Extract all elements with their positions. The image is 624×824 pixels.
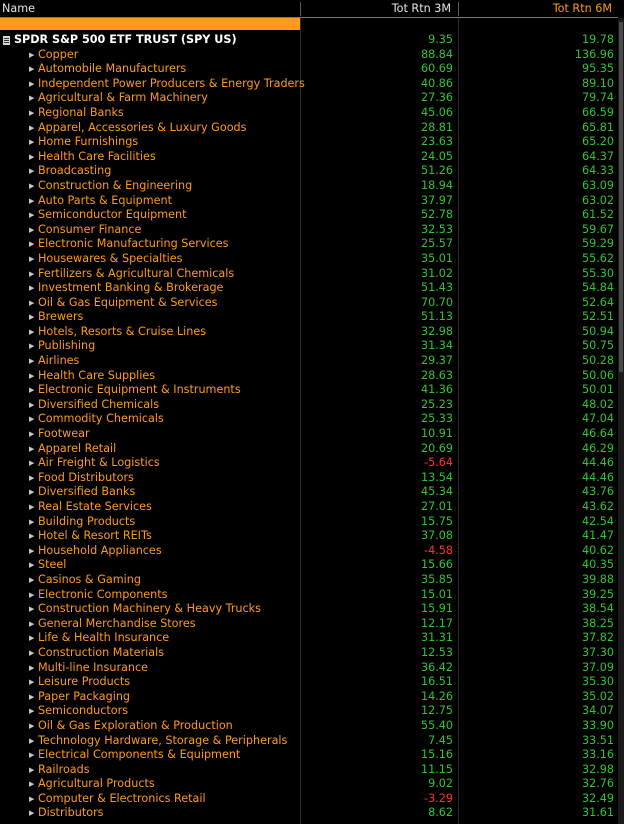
expand-arrow-icon[interactable]: ▶ xyxy=(29,605,35,614)
row-name: Semiconductors xyxy=(38,704,129,718)
row-value-6m: 46.64 xyxy=(581,427,614,441)
row-value-3m: 7.45 xyxy=(428,733,453,747)
expand-arrow-icon[interactable]: ▶ xyxy=(29,678,35,687)
row-value-6m: 65.20 xyxy=(581,135,614,149)
data-grid xyxy=(0,33,618,821)
row-value-6m: 43.76 xyxy=(581,485,614,499)
row-value-6m: 32.49 xyxy=(581,791,614,805)
table-row[interactable] xyxy=(0,515,618,530)
row-value-6m: 34.07 xyxy=(581,704,614,718)
row-value-3m: 88.84 xyxy=(420,47,453,61)
table-row[interactable] xyxy=(0,763,618,778)
row-name: Health Care Supplies xyxy=(38,368,156,382)
expand-arrow-icon[interactable]: ▶ xyxy=(29,721,35,730)
table-row[interactable] xyxy=(0,164,618,179)
column-header-tot-rtn-3m[interactable]: Tot Rtn 3M xyxy=(391,2,451,15)
expand-arrow-icon[interactable]: ▶ xyxy=(29,619,35,628)
row-name: Apparel, Accessories & Luxury Goods xyxy=(38,120,247,134)
row-value-6m: 40.35 xyxy=(581,558,614,572)
row-value-6m: 38.25 xyxy=(581,616,614,630)
row-value-3m: 37.08 xyxy=(420,529,453,543)
table-row[interactable] xyxy=(0,704,618,719)
row-name: Commodity Chemicals xyxy=(38,412,164,426)
row-name: Technology Hardware, Storage & Peripherals xyxy=(38,733,288,747)
row-name: Automobile Manufacturers xyxy=(38,62,187,76)
expand-arrow-icon[interactable]: ▶ xyxy=(29,809,35,818)
row-value-6m: 59.67 xyxy=(581,222,614,236)
expand-arrow-icon[interactable]: ▶ xyxy=(29,254,35,263)
row-value-6m: 47.04 xyxy=(581,412,614,426)
column-header-tot-rtn-6m[interactable]: Tot Rtn 6M xyxy=(552,2,612,15)
row-name: Broadcasting xyxy=(38,164,112,178)
row-name: Steel xyxy=(38,558,67,572)
row-value-3m: 10.91 xyxy=(420,427,453,441)
row-value-6m: 59.29 xyxy=(581,237,614,251)
row-name: Electronic Equipment & Instruments xyxy=(38,383,241,397)
expand-arrow-icon[interactable]: ▶ xyxy=(29,546,35,555)
row-value-6m: 52.51 xyxy=(581,310,614,324)
row-value-6m: 38.54 xyxy=(581,602,614,616)
row-name: Building Products xyxy=(38,514,136,528)
column-header-name[interactable]: Name xyxy=(2,2,36,15)
row-value-6m: 54.84 xyxy=(581,281,614,295)
expand-arrow-icon[interactable]: ▶ xyxy=(29,561,35,570)
table-row[interactable] xyxy=(0,777,618,792)
row-value-3m: 28.63 xyxy=(420,368,453,382)
expand-arrow-icon[interactable]: ▶ xyxy=(29,108,35,117)
row-value-6m: 35.02 xyxy=(581,689,614,703)
row-name: Consumer Finance xyxy=(38,222,142,236)
scrollbar[interactable] xyxy=(618,18,624,824)
row-value-6m: 37.09 xyxy=(581,660,614,674)
row-name: Casinos & Gaming xyxy=(38,572,141,586)
expand-arrow-icon[interactable]: ▶ xyxy=(29,50,35,59)
row-value-6m: 37.82 xyxy=(581,631,614,645)
table-row[interactable] xyxy=(0,573,618,588)
row-name: Brewers xyxy=(38,310,84,324)
expand-arrow-icon[interactable]: ▶ xyxy=(29,532,35,541)
expand-arrow-icon[interactable]: ▶ xyxy=(29,371,35,380)
row-name: Diversified Banks xyxy=(38,485,136,499)
row-value-6m: 66.59 xyxy=(581,105,614,119)
expand-arrow-icon[interactable]: ▶ xyxy=(29,648,35,657)
row-value-6m: 64.33 xyxy=(581,164,614,178)
row-value-3m: 12.17 xyxy=(420,616,453,630)
table-row[interactable] xyxy=(0,223,618,238)
row-value-6m: 32.98 xyxy=(581,762,614,776)
row-name: Real Estate Services xyxy=(38,500,152,513)
row-value-3m: 8.62 xyxy=(428,806,453,820)
expand-arrow-icon[interactable]: ▶ xyxy=(29,459,35,468)
row-name: Multi-line Insurance xyxy=(38,660,149,674)
row-value-6m: 52.64 xyxy=(581,295,614,309)
row-value-3m: 24.05 xyxy=(420,149,453,163)
row-value-6m: 31.61 xyxy=(581,806,614,820)
row-name: Construction Machinery & Heavy Trucks xyxy=(38,602,261,616)
row-value-3m: 9.35 xyxy=(428,33,453,46)
table-row[interactable] xyxy=(0,442,618,457)
row-value-6m: 43.62 xyxy=(581,500,614,513)
row-value-6m: 95.35 xyxy=(581,62,614,76)
document-icon[interactable] xyxy=(3,36,10,45)
expand-arrow-icon[interactable]: ▶ xyxy=(29,488,35,497)
row-name: Agricultural & Farm Machinery xyxy=(38,91,208,105)
row-value-3m: 13.54 xyxy=(420,470,453,484)
table-row[interactable] xyxy=(0,588,618,603)
expand-arrow-icon[interactable]: ▶ xyxy=(29,503,35,511)
table-row[interactable] xyxy=(0,252,618,267)
expand-arrow-icon[interactable]: ▶ xyxy=(29,65,35,74)
expand-arrow-icon[interactable]: ▶ xyxy=(29,181,35,190)
row-name: Home Furnishings xyxy=(38,135,139,149)
expand-arrow-icon[interactable]: ▶ xyxy=(29,94,35,103)
row-name: Railroads xyxy=(38,762,90,776)
row-name: Diversified Chemicals xyxy=(38,397,160,411)
table-row[interactable] xyxy=(0,121,618,136)
table-row[interactable] xyxy=(0,267,618,282)
expand-arrow-icon[interactable]: ▶ xyxy=(29,692,35,701)
expand-arrow-icon[interactable]: ▶ xyxy=(29,400,35,409)
expand-arrow-icon[interactable]: ▶ xyxy=(29,663,35,672)
expand-arrow-icon[interactable]: ▶ xyxy=(29,79,35,88)
table-row[interactable] xyxy=(0,208,618,223)
expand-arrow-icon[interactable]: ▶ xyxy=(29,313,35,322)
row-value-3m: 14.26 xyxy=(420,689,453,703)
row-value-3m: 51.43 xyxy=(420,281,453,295)
row-value-3m: 15.01 xyxy=(420,587,453,601)
row-value-6m: 44.46 xyxy=(581,456,614,470)
row-value-3m: 70.70 xyxy=(420,295,453,309)
table-row[interactable] xyxy=(0,339,618,354)
row-value-3m: 23.63 xyxy=(420,135,453,149)
table-row[interactable] xyxy=(0,529,618,544)
row-name: Paper Packaging xyxy=(38,689,131,703)
table-row[interactable] xyxy=(0,806,618,821)
row-value-3m: 31.34 xyxy=(420,339,453,353)
row-value-3m: 12.53 xyxy=(420,645,453,659)
row-value-3m: 36.42 xyxy=(420,660,453,674)
table-row[interactable] xyxy=(0,734,618,749)
row-name: Food Distributors xyxy=(38,470,134,484)
row-value-3m: 25.33 xyxy=(420,412,453,426)
row-name: Construction Materials xyxy=(38,645,165,659)
row-value-3m: 29.37 xyxy=(420,354,453,368)
table-row[interactable] xyxy=(0,237,618,252)
expand-arrow-icon[interactable]: ▶ xyxy=(29,634,35,643)
table-row[interactable] xyxy=(0,398,618,413)
expand-arrow-icon[interactable]: ▶ xyxy=(29,298,35,307)
table-row[interactable] xyxy=(0,471,618,486)
table-row[interactable] xyxy=(0,485,618,500)
table-row[interactable] xyxy=(0,719,618,734)
table-row[interactable] xyxy=(0,558,618,573)
row-value-3m: 31.31 xyxy=(420,631,453,645)
row-value-3m: -4.58 xyxy=(424,543,453,557)
row-name: Regional Banks xyxy=(38,105,124,119)
table-row[interactable] xyxy=(0,77,618,92)
table-row[interactable] xyxy=(0,91,618,106)
expand-arrow-icon[interactable]: ▶ xyxy=(29,444,35,453)
expand-arrow-icon[interactable]: ▶ xyxy=(29,240,35,249)
row-value-3m: 37.97 xyxy=(420,193,453,207)
table-row[interactable] xyxy=(0,690,618,705)
table-row[interactable] xyxy=(0,194,618,209)
table-row[interactable] xyxy=(0,179,618,194)
row-value-3m: 16.51 xyxy=(420,675,453,689)
table-row[interactable] xyxy=(0,792,618,807)
row-name: Air Freight & Logistics xyxy=(38,456,160,470)
row-name: Electronic Components xyxy=(38,587,168,601)
row-name: Copper xyxy=(38,47,79,61)
row-value-6m: 44.46 xyxy=(581,470,614,484)
expand-arrow-icon[interactable]: ▶ xyxy=(29,575,35,584)
row-value-3m: 12.75 xyxy=(420,704,453,718)
row-value-6m: 50.01 xyxy=(581,383,614,397)
row-value-3m: 35.85 xyxy=(420,572,453,586)
row-value-3m: 51.13 xyxy=(420,310,453,324)
expand-arrow-icon[interactable]: ▶ xyxy=(29,284,35,293)
row-name: Household Appliances xyxy=(38,543,162,557)
table-header xyxy=(0,0,624,18)
row-value-3m: 40.86 xyxy=(420,76,453,90)
table-row-top[interactable] xyxy=(0,33,618,48)
expand-arrow-icon[interactable]: ▶ xyxy=(29,430,35,439)
row-value-6m: 64.37 xyxy=(581,149,614,163)
expand-arrow-icon[interactable]: ▶ xyxy=(29,211,35,220)
row-value-3m: 32.98 xyxy=(420,324,453,338)
row-value-3m: 27.01 xyxy=(420,500,453,513)
row-value-3m: 60.69 xyxy=(420,62,453,76)
table-row[interactable] xyxy=(0,62,618,77)
expand-arrow-icon[interactable]: ▶ xyxy=(29,269,35,278)
row-value-3m: 15.91 xyxy=(420,602,453,616)
expand-arrow-icon[interactable]: ▶ xyxy=(29,794,35,803)
table-row[interactable] xyxy=(0,296,618,311)
row-name: General Merchandise Stores xyxy=(38,616,196,630)
row-name: Construction & Engineering xyxy=(38,178,193,192)
row-value-3m: 11.15 xyxy=(420,762,453,776)
expand-arrow-icon[interactable]: ▶ xyxy=(29,225,35,234)
row-value-3m: 31.02 xyxy=(420,266,453,280)
row-value-3m: 15.75 xyxy=(420,514,453,528)
row-value-3m: 28.81 xyxy=(420,120,453,134)
expand-arrow-icon[interactable]: ▶ xyxy=(29,357,35,366)
expand-arrow-icon[interactable]: ▶ xyxy=(29,152,35,161)
expand-arrow-icon[interactable]: ▶ xyxy=(29,342,35,351)
expand-arrow-icon[interactable]: ▶ xyxy=(29,765,35,774)
row-name: Independent Power Producers & Energy Traders xyxy=(38,76,305,90)
row-value-6m: 50.75 xyxy=(581,339,614,353)
table-row[interactable] xyxy=(0,281,618,296)
row-value-6m: 61.52 xyxy=(581,208,614,222)
row-value-6m: 41.47 xyxy=(581,529,614,543)
table-row[interactable] xyxy=(0,544,618,559)
row-name: Fertilizers & Agricultural Chemicals xyxy=(38,266,235,280)
row-value-3m: -5.64 xyxy=(424,456,453,470)
expand-arrow-icon[interactable]: ▶ xyxy=(29,386,35,395)
row-name: Life & Health Insurance xyxy=(38,631,170,645)
table-row[interactable] xyxy=(0,383,618,398)
row-value-3m: 32.53 xyxy=(420,222,453,236)
table-row[interactable] xyxy=(0,135,618,150)
selection-bar[interactable] xyxy=(0,18,300,30)
row-name: Oil & Gas Equipment & Services xyxy=(38,295,218,309)
expand-arrow-icon[interactable]: ▶ xyxy=(29,473,35,482)
row-value-3m: 9.02 xyxy=(428,777,453,791)
expand-arrow-icon[interactable]: ▶ xyxy=(29,707,35,716)
row-name: Leisure Products xyxy=(38,675,131,689)
row-name: Semiconductor Equipment xyxy=(38,208,187,222)
row-value-6m: 55.62 xyxy=(581,251,614,265)
row-value-3m: 15.66 xyxy=(420,558,453,572)
row-value-6m: 63.09 xyxy=(581,178,614,192)
row-name: Auto Parts & Equipment xyxy=(38,193,173,207)
row-value-3m: 51.26 xyxy=(420,164,453,178)
row-name: Footwear xyxy=(38,427,90,441)
row-value-6m: 39.88 xyxy=(581,572,614,586)
expand-arrow-icon[interactable]: ▶ xyxy=(29,123,35,132)
row-value-6m: 33.90 xyxy=(581,718,614,732)
scrollbar-thumb[interactable] xyxy=(619,22,623,372)
table-row[interactable] xyxy=(0,106,618,121)
row-value-6m: 46.29 xyxy=(581,441,614,455)
table-row[interactable] xyxy=(0,675,618,690)
expand-arrow-icon[interactable]: ▶ xyxy=(29,327,35,336)
row-value-6m: 42.54 xyxy=(581,514,614,528)
expand-arrow-icon[interactable]: ▶ xyxy=(29,590,35,599)
table-row[interactable] xyxy=(0,310,618,325)
row-name: Agricultural Products xyxy=(38,777,155,791)
table-row[interactable] xyxy=(0,354,618,369)
expand-arrow-icon[interactable]: ▶ xyxy=(29,780,35,789)
row-name: Computer & Electronics Retail xyxy=(38,791,206,805)
row-name: Hotels, Resorts & Cruise Lines xyxy=(38,324,207,338)
row-value-6m: 136.96 xyxy=(574,47,614,61)
row-value-3m: 55.40 xyxy=(420,718,453,732)
table-row[interactable] xyxy=(0,602,618,617)
table-row[interactable] xyxy=(0,369,618,384)
table-row[interactable] xyxy=(0,748,618,763)
table-row[interactable] xyxy=(0,325,618,340)
row-value-3m: 52.78 xyxy=(420,208,453,222)
row-value-3m: 45.06 xyxy=(420,105,453,119)
expand-arrow-icon[interactable]: ▶ xyxy=(29,138,35,147)
row-name: Investment Banking & Brokerage xyxy=(38,281,224,295)
row-value-6m: 39.25 xyxy=(581,587,614,601)
row-value-6m: 32.76 xyxy=(581,777,614,791)
expand-arrow-icon[interactable]: ▶ xyxy=(29,736,35,745)
row-value-3m: 41.36 xyxy=(420,383,453,397)
row-value-6m: 40.62 xyxy=(581,543,614,557)
row-name: SPDR S&P 500 ETF TRUST (SPY US) xyxy=(14,33,237,46)
row-value-3m: -3.29 xyxy=(424,791,453,805)
table-row[interactable] xyxy=(0,631,618,646)
table-row[interactable] xyxy=(0,500,618,515)
row-value-3m: 45.34 xyxy=(420,485,453,499)
row-name: Health Care Facilities xyxy=(38,149,156,163)
row-name: Oil & Gas Exploration & Production xyxy=(38,718,233,732)
table-row[interactable] xyxy=(0,617,618,632)
row-value-6m: 35.30 xyxy=(581,675,614,689)
row-name: Apparel Retail xyxy=(38,441,117,455)
row-value-3m: 27.36 xyxy=(420,91,453,105)
row-value-6m: 63.02 xyxy=(581,193,614,207)
row-value-6m: 33.16 xyxy=(581,748,614,762)
table-row[interactable] xyxy=(0,48,618,63)
row-value-6m: 33.51 xyxy=(581,733,614,747)
expand-arrow-icon[interactable]: ▶ xyxy=(29,751,35,760)
row-value-6m: 19.78 xyxy=(581,33,614,46)
row-name: Hotel & Resort REITs xyxy=(38,529,152,543)
row-value-6m: 55.30 xyxy=(581,266,614,280)
expand-arrow-icon[interactable]: ▶ xyxy=(29,167,35,176)
row-value-3m: 15.16 xyxy=(420,748,453,762)
row-value-3m: 20.69 xyxy=(420,441,453,455)
row-value-6m: 65.81 xyxy=(581,120,614,134)
row-name: Electronic Manufacturing Services xyxy=(38,237,229,251)
row-value-6m: 50.28 xyxy=(581,354,614,368)
row-value-6m: 50.06 xyxy=(581,368,614,382)
row-name: Housewares & Specialties xyxy=(38,251,183,265)
row-value-3m: 35.01 xyxy=(420,251,453,265)
row-name: Airlines xyxy=(38,354,80,368)
table-row[interactable] xyxy=(0,427,618,442)
row-value-6m: 37.30 xyxy=(581,645,614,659)
row-name: Electrical Components & Equipment xyxy=(38,748,241,762)
expand-arrow-icon[interactable]: ▶ xyxy=(29,196,35,205)
row-value-6m: 48.02 xyxy=(581,397,614,411)
row-value-3m: 25.57 xyxy=(420,237,453,251)
expand-arrow-icon[interactable]: ▶ xyxy=(29,415,35,424)
table-row[interactable] xyxy=(0,661,618,676)
table-row[interactable] xyxy=(0,456,618,471)
row-value-6m: 79.74 xyxy=(581,91,614,105)
expand-arrow-icon[interactable]: ▶ xyxy=(29,517,35,526)
table-row[interactable] xyxy=(0,150,618,165)
table-row[interactable] xyxy=(0,412,618,427)
table-row[interactable] xyxy=(0,646,618,661)
row-value-3m: 25.23 xyxy=(420,397,453,411)
row-name: Distributors xyxy=(38,806,104,820)
row-value-3m: 18.94 xyxy=(420,178,453,192)
row-value-6m: 89.10 xyxy=(581,76,614,90)
row-name: Publishing xyxy=(38,339,96,353)
row-value-6m: 50.94 xyxy=(581,324,614,338)
